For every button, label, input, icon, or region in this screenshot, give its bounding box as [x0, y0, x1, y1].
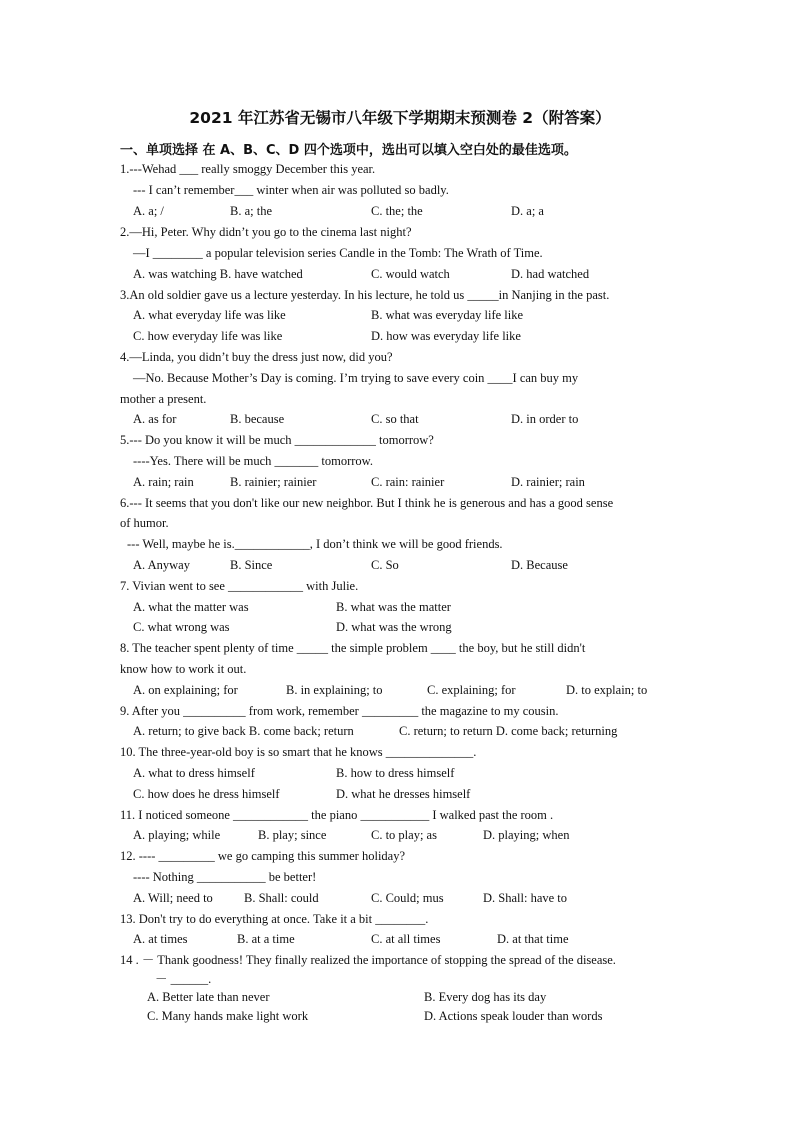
q2-option-c: C. would watch [371, 267, 450, 281]
q3-option-d: D. how was everyday life like [371, 329, 521, 343]
question-5-stem: 5.--- Do you know it will be much _____________ tomorrow? [120, 433, 434, 447]
q5-option-a: A. rain; rain [133, 475, 194, 489]
question-1-stem: 1.---Wehad ___ really smoggy December this year. [120, 162, 376, 176]
q2-option-ab: A. was watching B. have watched [133, 267, 303, 281]
q13-option-a: A. at times [133, 932, 188, 946]
question-11-stem: 11. I noticed someone ____________ the piano ___________ I walked past the room . [120, 808, 554, 822]
q3-option-c: C. how everyday life was like [133, 329, 283, 343]
q6-option-c: C. So [371, 558, 399, 572]
q1-option-b: B. a; the [230, 204, 273, 218]
q3-option-b: B. what was everyday life like [371, 308, 524, 322]
question-12-stem: 12. ---- _________ we go camping this summer holiday? [120, 849, 406, 863]
q5-option-b: B. rainier; rainier [230, 475, 317, 489]
q11-option-a: A. playing; while [133, 828, 221, 842]
question-13-stem: 13. Don't try to do everything at once. Take it a bit ________. [120, 912, 429, 926]
question-9-stem: 9. After you __________ from work, remember _________ the magazine to my cousin. [120, 704, 559, 718]
q6-option-b: B. Since [230, 558, 273, 572]
q12-option-b: B. Shall: could [244, 891, 319, 905]
q8-option-c: C. explaining; for [427, 683, 516, 697]
q14-option-d: D. Actions speak louder than words [424, 1009, 603, 1023]
q2-option-d: D. had watched [511, 267, 590, 281]
q3-option-a: A. what everyday life was like [133, 308, 286, 322]
q1-option-d: D. a; a [511, 204, 544, 218]
question-1-stem-2: --- I can’t remember___ winter when air was polluted so badly. [133, 183, 449, 197]
q8-option-a: A. on explaining; for [133, 683, 238, 697]
page-title: 2021 年江苏省无锡市八年级下学期期末预测卷 2（附答案） [189, 109, 611, 127]
question-6-stem-2: of humor. [120, 516, 169, 530]
q12-option-c: C. Could; mus [371, 891, 444, 905]
question-3-stem: 3.An old soldier gave us a lecture yesterday. In his lecture, he told us _____in Nanjing in the past. [120, 288, 610, 302]
q11-option-b: B. play; since [258, 828, 327, 842]
section-heading: 一、单项选择 在 A、B、C、D 四个选项中，选出可以填入空白处的最佳选项。 [120, 143, 577, 158]
q10-option-b: B. how to dress himself [336, 766, 455, 780]
q7-option-a: A. what the matter was [133, 600, 249, 614]
q14-option-a: A. Better late than never [147, 990, 270, 1004]
q1-option-c: C. the; the [371, 204, 423, 218]
question-6-stem-3: --- Well, maybe he is.____________, I don’t think we will be good friends. [127, 537, 503, 551]
q1-option-a: A. a; / [133, 204, 164, 218]
q9-option-ab: A. return; to give back B. come back; return [133, 724, 354, 738]
question-4-stem-2: —No. Because Mother’s Day is coming. I’m trying to save every coin ____I can buy my [133, 371, 579, 385]
question-4-stem-3: mother a present. [120, 392, 207, 406]
q6-option-d: D. Because [511, 558, 568, 572]
q8-option-d: D. to explain; to [566, 683, 648, 697]
question-14-stem: 14 . － Thank goodness! They finally realized the importance of stopping the spread of the disease. [120, 953, 616, 967]
q12-option-d: D. Shall: have to [483, 891, 568, 905]
q13-option-d: D. at that time [497, 932, 569, 946]
question-12-stem-2: ---- Nothing ___________ be better! [133, 870, 317, 884]
question-2-stem: 2.—Hi, Peter. Why didn’t you go to the cinema last night? [120, 225, 412, 239]
q4-option-c: C. so that [371, 412, 419, 426]
question-8-stem-2: know how to work it out. [120, 662, 247, 676]
question-7-stem: 7. Vivian went to see ____________ with Julie. [120, 579, 359, 593]
q8-option-b: B. in explaining; to [286, 683, 383, 697]
question-6-stem: 6.--- It seems that you don't like our new neighbor. But I think he is generous and has a good sense [120, 496, 614, 510]
q4-option-a: A. as for [133, 412, 177, 426]
q10-option-a: A. what to dress himself [133, 766, 255, 780]
q4-option-d: D. in order to [511, 412, 579, 426]
question-2-stem-2: —I ________ a popular television series Candle in the Tomb: The Wrath of Time. [133, 246, 543, 260]
q13-option-b: B. at a time [237, 932, 295, 946]
q14-option-b: B. Every dog has its day [424, 990, 547, 1004]
q14-option-c: C. Many hands make light work [147, 1009, 309, 1023]
question-8-stem: 8. The teacher spent plenty of time _____ the simple problem ____ the boy, but he still didn't [120, 641, 586, 655]
q13-option-c: C. at all times [371, 932, 441, 946]
q11-option-c: C. to play; as [371, 828, 437, 842]
question-5-stem-2: ----Yes. There will be much _______ tomorrow. [133, 454, 374, 468]
q4-option-b: B. because [230, 412, 285, 426]
q5-option-c: C. rain: rainier [371, 475, 445, 489]
q6-option-a: A. Anyway [133, 558, 190, 572]
q7-option-b: B. what was the matter [336, 600, 451, 614]
question-10-stem: 10. The three-year-old boy is so smart that he knows ______________. [120, 745, 477, 759]
q10-option-c: C. how does he dress himself [133, 787, 280, 801]
question-4-stem: 4.—Linda, you didn’t buy the dress just now, did you? [120, 350, 393, 364]
question-14-stem-2: － ______. [155, 972, 212, 986]
q7-option-d: D. what was the wrong [336, 620, 452, 634]
q7-option-c: C. what wrong was [133, 620, 230, 634]
q11-option-d: D. playing; when [483, 828, 570, 842]
q9-option-cd: C. return; to return D. come back; returning [399, 724, 618, 738]
q10-option-d: D. what he dresses himself [336, 787, 471, 801]
q12-option-a: A. Will; need to [133, 891, 213, 905]
q5-option-d: D. rainier; rain [511, 475, 585, 489]
